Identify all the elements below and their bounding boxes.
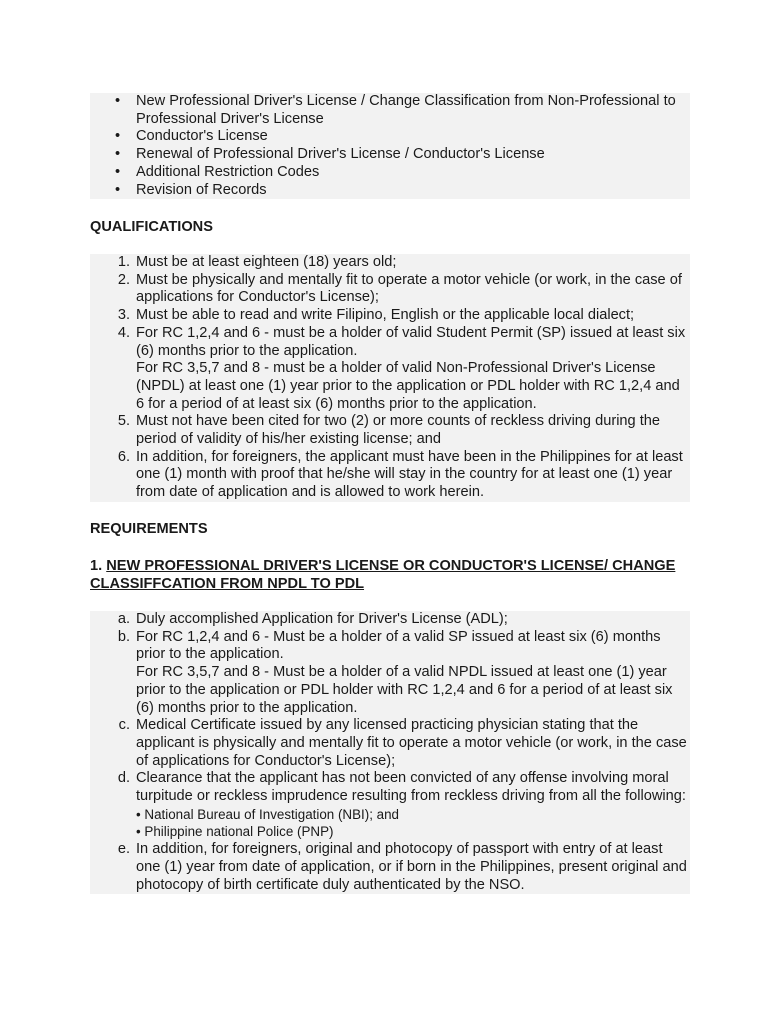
list-item-text: New Professional Driver's License / Change Classification from Non-Professional to Professional Driver's License	[136, 93, 676, 127]
list-item-text: Revision of Records	[136, 181, 267, 198]
sub-list-item: • National Bureau of Investigation (NBI); and	[136, 806, 399, 822]
list-item: b. For RC 1,2,4 and 6 - Must be a holder of a valid SP issued at least six (6) months prior to the application. For RC 3,5,7 and 8 - Must be a holder of a valid NPDL issued at least one (1) year prior to the application or PDL holder with RC 1,2,4 and 6 for a period of at least six (6) months prior to the application.	[117, 628, 673, 716]
service-list	[90, 93, 690, 199]
list-item: 4. For RC 1,2,4 and 6 - must be a holder of valid Student Permit (SP) issued at least six (6) months prior to the application. For RC 3,5,7 and 8 - must be a holder of valid Non-Professional Driver's License (NPDL) at least one (1) year prior to the application or PDL holder with RC 1,2,4 and 6 for a period of at least six (6) months prior to the application.	[117, 324, 686, 412]
qualifications-list	[90, 254, 690, 502]
requirements-heading: REQUIREMENTS	[90, 521, 208, 537]
list-item-text: Renewal of Professional Driver's License / Conductor's License	[136, 146, 545, 163]
list-item-text: Additional Restriction Codes	[136, 163, 320, 180]
list-item: • Revision of Records	[115, 181, 267, 198]
list-item: c. Medical Certificate issued by any licensed practicing physician stating that the applicant is physically and mentally fit to operate a motor vehicle (or work, in the case of applications for Conductor's License);	[118, 717, 687, 769]
list-item: a. Duly accomplished Application for Driver's License (ADL);	[117, 611, 508, 627]
list-item: 2. Must be physically and mentally fit to operate a motor vehicle (or work, in the case of applications for Conductor's License);	[117, 271, 682, 306]
section-title-text: NEW PROFESSIONAL DRIVER'S LICENSE OR CONDUCTOR'S LICENSE/ CHANGE CLASSIFFCATION FROM NPDL TO PDL	[90, 558, 676, 592]
list-item: • Conductor's License	[115, 128, 268, 145]
section-title	[90, 558, 690, 593]
list-item: 6. In addition, for foreigners, the applicant must have been in the Philippines for at least one (1) month with proof that he/she will stay in the country for at least one (1) year from date of application and is allowed to work herein.	[117, 448, 683, 501]
list-item: 3. Must be able to read and write Filipino, English or the applicable local dialect;	[117, 307, 635, 324]
section-number: 1.	[90, 558, 103, 574]
qualifications-heading: QUALIFICATIONS	[90, 219, 213, 235]
list-item: • Additional Restriction Codes	[115, 163, 320, 180]
requirements-list	[90, 611, 690, 894]
list-item: 1. Must be at least eighteen (18) years old;	[117, 254, 397, 270]
list-item: 5. Must not have been cited for two (2) or more counts of reckless driving during the period of validity of his/her existing license; and	[117, 413, 661, 448]
list-item: e. In addition, for foreigners, original and photocopy of passport with entry of at least one (1) year from date of application, or if born in the Philippines, present original and photocopy of birth certificate duly authenticated by the NSO.	[117, 841, 687, 893]
list-item: • New Professional Driver's License / Change Classification from Non-Professional to Professional Driver's License	[115, 93, 676, 127]
list-item: • Renewal of Professional Driver's License / Conductor's License	[115, 146, 545, 163]
list-item: d. Clearance that the applicant has not been convicted of any offense involving moral turpitude or reckless imprudence resulting from reckless driving from all the following: • National Bureau of Investigation (NBI); and • Philippine national Police (PNP)	[90, 770, 690, 841]
list-item-text: Conductor's License	[136, 128, 268, 145]
sub-list-item: • Philippine national Police (PNP)	[136, 824, 334, 840]
